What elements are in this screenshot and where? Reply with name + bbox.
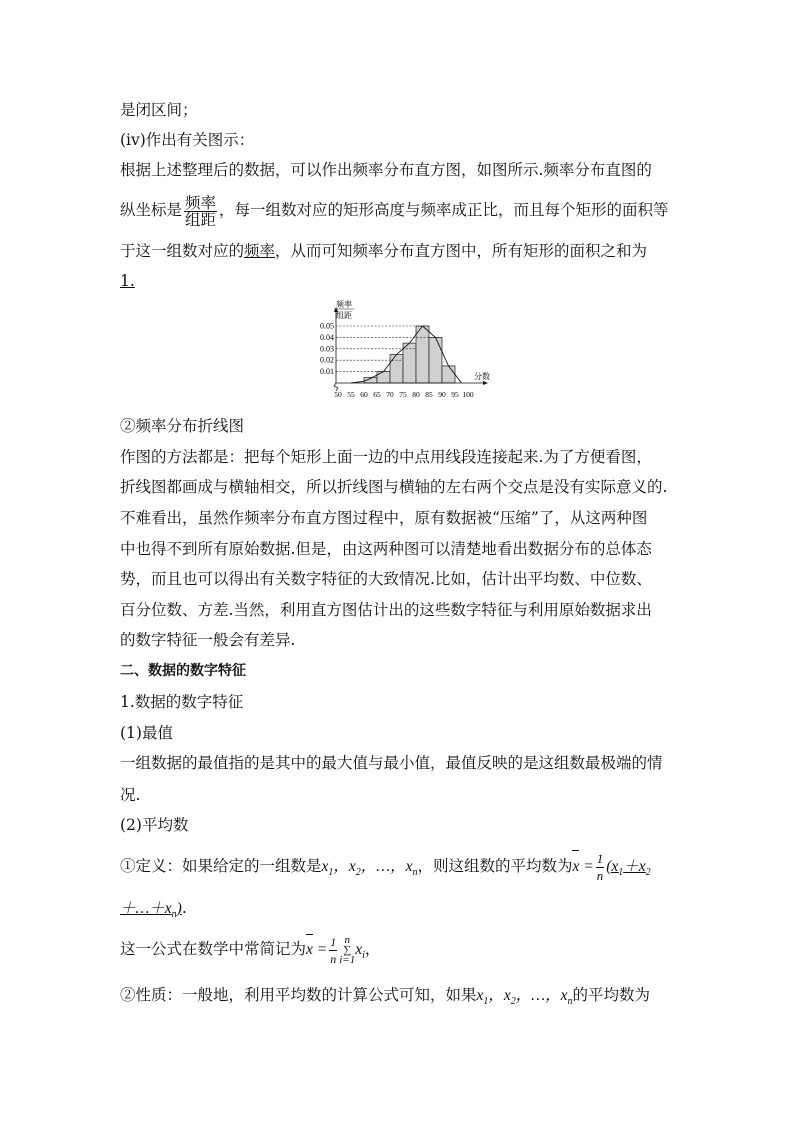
histogram-bar xyxy=(429,337,442,383)
text-line: ②频率分布折线图 xyxy=(120,417,245,435)
text-segment: 纵坐标是 xyxy=(120,201,183,219)
x-tick-label: 85 xyxy=(425,390,433,399)
math-sum-formula: x = $\frac{1}{n}$ n ∑ i=1 $x_i$ xyxy=(306,934,365,967)
text-line: 不难看出，虽然作频率分布直方图过程中，原有数据被“压缩”了，从这两种图 xyxy=(120,509,648,527)
fraction-frequency-over-width xyxy=(184,195,217,228)
text-line: $+\dots+x_n$). xyxy=(120,899,187,921)
text-segment: ，则这组数的平均数为 xyxy=(417,857,573,875)
x-tick-label: 80 xyxy=(412,390,420,399)
text-line: (iv)作出有关图示： xyxy=(120,131,255,149)
frequency-histogram xyxy=(298,297,498,405)
section-heading: 二、数据的数字特征 xyxy=(120,663,246,679)
x-tick-label: 90 xyxy=(438,390,446,399)
text-line xyxy=(120,190,669,230)
x-tick-label: 65 xyxy=(373,390,381,399)
text-line: 势，而且也可以得出有关数字特征的大致情况.比如，估计出平均数、中位数、 xyxy=(120,570,652,588)
x-axis-label: 分数 xyxy=(474,372,490,381)
subsection-heading: 1.数据的数字特征 xyxy=(120,693,244,711)
text-segment: 的平均数为 xyxy=(572,986,650,1004)
math-formula-continued: $+\dots+x_n$) xyxy=(120,900,182,921)
x-tick-label: 70 xyxy=(386,390,394,399)
text-segment: ①定义：如果给定的一组数是 xyxy=(120,857,322,875)
text-line: 根据上述整理后的数据，可以作出频率分布直方图，如图所示.频率分布直图的 xyxy=(120,161,652,179)
text-line: 一组数据的最值指的是其中的最大值与最小值，最值反映的是这组数最极端的情 xyxy=(120,754,663,772)
text-segment: 于这一组数对应的 xyxy=(120,242,245,260)
y-tick-label: 0.05 xyxy=(320,321,334,331)
x-axis-arrow xyxy=(483,381,488,385)
y-axis-label-numerator: 频率 xyxy=(336,300,352,309)
text-line: (2)平均数 xyxy=(120,816,189,834)
x-tick-label: 75 xyxy=(399,390,407,399)
fraction-numerator: 频率 xyxy=(185,193,217,212)
x-tick-label: 100 xyxy=(462,390,474,399)
text-segment: ②性质：一般地，利用平均数的计算公式可知，如果 xyxy=(120,986,477,1004)
text-line: 这一公式在数学中常简记为x = $\frac{1}{n}$ n ∑ i=1 $x_i$， xyxy=(120,934,381,967)
text-line: 作图的方法都是：把每个矩形上面一边的中点用线段连接起来.为了方便看图， xyxy=(120,448,652,466)
text-line xyxy=(120,241,647,261)
text-line: 况. xyxy=(120,786,141,804)
text-line: 的数字特征一般会有差异. xyxy=(120,631,296,649)
math-sequence: $x_1$，$x_2$，…，$x_n$ xyxy=(321,858,418,879)
math-sequence: $x_1$，$x_2$，…，$x_n$ xyxy=(476,987,573,1008)
text-line: 折线图都画成与横轴相交，所以折线图与横轴的左右两个交点是没有实际意义的. xyxy=(120,478,668,496)
histogram-bar xyxy=(390,355,403,384)
text-line: 百分位数、方差.当然，利用直方图估计出的这些数字特征与利用原始数据求出 xyxy=(120,601,652,619)
text-line: 中也得不到所有原始数据.但是，由这两种图可以清楚地看出数据分布的总体态 xyxy=(120,540,652,558)
text-line xyxy=(120,848,651,892)
histogram-bar xyxy=(377,372,390,383)
text-line: (1)最值 xyxy=(120,724,173,742)
y-tick-label: 0.01 xyxy=(320,367,334,377)
text-segment: ，从而可知频率分布直方图中，所有矩形的面积之和为 xyxy=(275,242,648,260)
y-tick-label: 0.04 xyxy=(320,332,334,342)
x-tick-label: 95 xyxy=(451,390,459,399)
x-tick-label: 50 xyxy=(334,390,342,399)
text-line xyxy=(120,985,650,1012)
histogram-bar xyxy=(442,366,455,383)
math-mean-formula: x = $\frac{1}{n}$ ($x_1+x_2$ xyxy=(572,858,650,875)
underlined-term: 频率 xyxy=(244,242,276,260)
y-tick-label: 0.03 xyxy=(320,344,334,354)
histogram-bar xyxy=(416,326,429,383)
y-tick-label: 0.02 xyxy=(320,355,334,365)
y-axis-label-denominator: 组距 xyxy=(336,311,352,320)
text-segment: ，每一组数对应的矩形高度与频率成正比，而且每个矩形的面积等 xyxy=(219,201,669,219)
x-tick-label: 55 xyxy=(347,390,355,399)
fraction-denominator: 组距 xyxy=(185,210,217,229)
x-tick-label: 60 xyxy=(360,390,368,399)
text-segment: 这一公式在数学中常简记为 xyxy=(120,940,307,958)
text-line: 1. xyxy=(120,272,135,290)
text-line: 是闭区间； xyxy=(120,101,198,119)
